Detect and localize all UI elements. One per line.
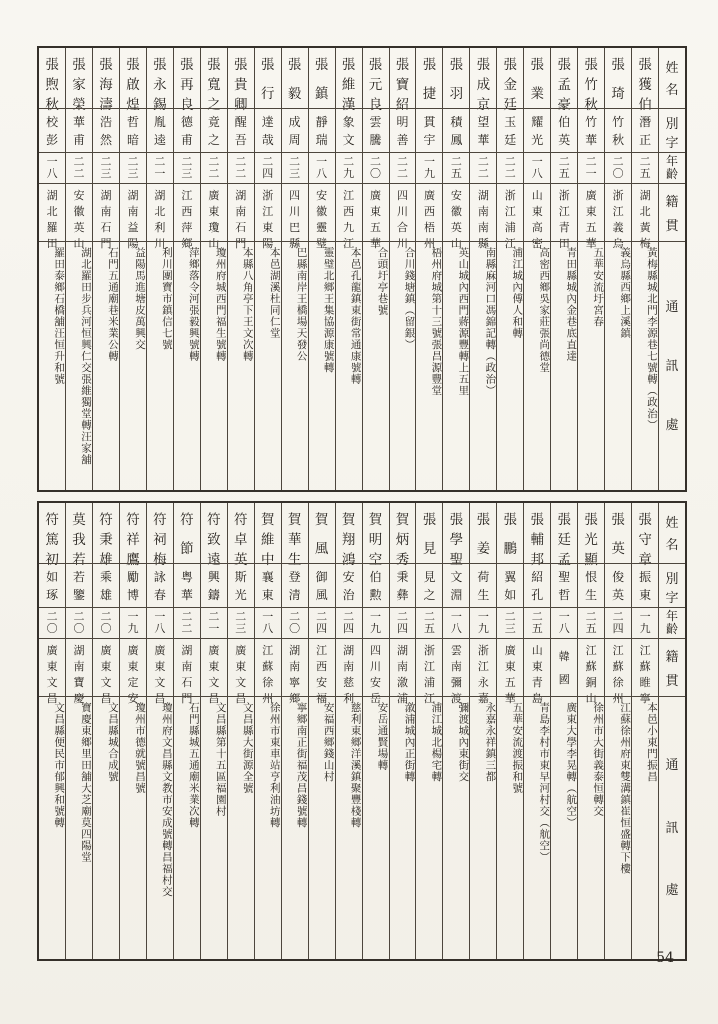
entry-name: 符 篤 初 <box>45 512 59 567</box>
entry-address: 文昌縣便民市郁興和號轉 <box>39 696 65 959</box>
entry-age: 二 五 <box>578 607 604 638</box>
entry-courtesy-name: 潛 正 <box>632 108 658 152</box>
entry-age: 二 三 <box>174 152 200 183</box>
entry-age: 一 九 <box>120 607 146 638</box>
entry-courtesy-name: 德 甫 <box>174 108 200 152</box>
entry-age: 一 九 <box>632 607 658 638</box>
entry-address: 益陽馬進塘皮萬興交 <box>120 241 146 490</box>
entry-courtesy-name: 如 琢 <box>39 563 65 607</box>
entry-native-place: 湖 南 益 陽 <box>120 183 146 241</box>
entry-column <box>173 48 200 490</box>
entry-native-place: 安 徽 英 山 <box>443 183 469 241</box>
entry-column <box>577 503 604 959</box>
page-number: 54 <box>656 950 674 966</box>
entry-native-place: 廣 東 文 昌 <box>201 638 227 696</box>
entry-name: 張 再 良 <box>180 57 194 112</box>
entry-address: 合川錢塘鎮（留銀） <box>390 241 416 490</box>
entry-column <box>631 503 658 959</box>
header-native-label: 籍 貫 <box>659 638 685 696</box>
entry-name: 張 業 <box>530 57 544 101</box>
entry-native-place: 江 西 萍 鄉 <box>174 183 200 241</box>
entry-column <box>227 48 254 490</box>
entry-age: 二 〇 <box>605 152 631 183</box>
entry-column <box>200 503 227 959</box>
entry-native-place: 四 川 巴 縣 <box>282 183 308 241</box>
entry-address: 青島李村市東早河村交（航空） <box>524 696 550 959</box>
entry-age: 二 三 <box>228 607 254 638</box>
entry-courtesy-name: 靜 瑞 <box>309 108 335 152</box>
entry-age: 二 四 <box>255 152 281 183</box>
entry-native-place: 江 西 九 江 <box>336 183 362 241</box>
entry-native-place: 安 徽 英 山 <box>66 183 92 241</box>
entry-age: 一 八 <box>255 607 281 638</box>
header-address-label: 通 訊 處 <box>659 241 685 490</box>
entry-name: 張 琦 <box>611 57 625 101</box>
entry-address: 文昌縣大街源全號 <box>228 696 254 959</box>
entry-name: 符 秉 雄 <box>99 512 113 567</box>
entry-age: 一 九 <box>416 152 442 183</box>
entry-native-place: 江 蘇 徐 州 <box>605 638 631 696</box>
entry-address: 高密西鄉吳家莊張尚德堂 <box>524 241 550 490</box>
entry-name: 張 鵬 <box>503 512 518 556</box>
header-age-label: 年 齡 <box>659 607 685 638</box>
entry-courtesy-name: 興 鑄 <box>201 563 227 607</box>
entry-courtesy-name: 達 哉 <box>255 108 281 152</box>
entry-courtesy-name: 胤 逵 <box>147 108 173 152</box>
entry-address: 徐州市東車站亨利油坊轉 <box>255 696 281 959</box>
entry-address: 石門縣城五通廟米業次轉 <box>174 696 200 959</box>
entry-name: 符 祠 梅 <box>153 512 167 567</box>
entry-courtesy-name: 御 風 <box>309 563 335 607</box>
entry-native-place: 浙 江 義 烏 <box>605 183 631 241</box>
entry-age: 二 〇 <box>282 607 308 638</box>
entry-address: 靈璧北鄉王集協源康號轉 <box>309 241 335 490</box>
entry-age: 二 三 <box>282 152 308 183</box>
entry-column <box>362 48 389 490</box>
entry-courtesy-name: 斯 光 <box>228 563 254 607</box>
entry-courtesy-name: 安 治 <box>336 563 362 607</box>
entry-address: 南縣麻河口馮錦記轉（政治） <box>470 241 496 490</box>
entry-name: 張 學 聖 <box>449 512 464 567</box>
entry-address: 義烏縣西鄉上溪鎮 <box>605 241 631 490</box>
entry-age: 二 二 <box>201 152 227 183</box>
entry-address: 五華安流圩宮春 <box>578 241 604 490</box>
entry-age: 二 〇 <box>39 607 65 638</box>
entry-native-place: 廣 東 五 華 <box>363 183 389 241</box>
entry-age: 二 三 <box>497 607 523 638</box>
entry-column <box>577 48 604 490</box>
entry-column <box>523 503 550 959</box>
entry-name: 張 毅 <box>287 57 302 101</box>
entry-name: 張 廷 孟 <box>557 512 571 567</box>
entry-name: 張 鎮 <box>314 57 329 101</box>
entry-name: 符 致 遠 <box>207 512 221 567</box>
entry-column <box>631 48 658 490</box>
entry-name: 賀 維 中 <box>260 512 275 567</box>
entry-age: 二 三 <box>93 152 119 183</box>
entry-courtesy-name: 登 清 <box>282 563 308 607</box>
entry-address: 文昌縣第十五區福園村 <box>201 696 227 959</box>
entry-native-place: 廣 東 文 昌 <box>147 638 173 696</box>
header-address-label: 通 訊 處 <box>659 696 685 959</box>
table-header-column <box>658 503 685 959</box>
entry-address: 彌渡城內東街交 <box>443 696 469 959</box>
entry-address: 梧州府城第十三號張昌源豐堂 <box>416 241 442 490</box>
entry-courtesy-name: 望 華 <box>470 108 496 152</box>
entry-column <box>227 503 254 959</box>
entry-column <box>65 503 92 959</box>
entry-column <box>550 48 577 490</box>
entry-name: 張 啟 煌 <box>126 57 140 112</box>
entry-address: 安福西鄉錢山村 <box>309 696 335 959</box>
entry-name: 張 永 錫 <box>153 57 167 112</box>
entry-age: 一 九 <box>470 607 496 638</box>
header-age-label: 年 齡 <box>659 152 685 183</box>
entry-address: 本邑小東門振昌 <box>632 696 658 959</box>
entry-address: 瓊州府城西門福生號轉 <box>201 241 227 490</box>
entry-courtesy-name: 竹 華 <box>578 108 604 152</box>
entry-column <box>442 503 469 959</box>
entry-courtesy-name: 翼 如 <box>497 563 523 607</box>
entry-courtesy-name: 詠 春 <box>147 563 173 607</box>
entry-name: 張 孟 豪 <box>557 57 571 112</box>
entry-courtesy-name: 竹 秋 <box>605 108 631 152</box>
entry-native-place: 廣 西 梧 州 <box>416 183 442 241</box>
entry-column <box>604 503 631 959</box>
entry-age: 二 二 <box>470 152 496 183</box>
entry-courtesy-name: 竟 之 <box>201 108 227 152</box>
entry-native-place: 四 川 安 岳 <box>363 638 389 696</box>
entry-address: 羅田泰鄉石橋舖汪恒升和號 <box>39 241 65 490</box>
entry-age: 二 一 <box>201 607 227 638</box>
entry-courtesy-name: 勵 博 <box>120 563 146 607</box>
entry-courtesy-name: 荷 生 <box>470 563 496 607</box>
entry-column <box>308 48 335 490</box>
entry-courtesy-name: 明 善 <box>390 108 416 152</box>
entry-courtesy-name: 襄 東 <box>255 563 281 607</box>
entry-native-place: 山 東 高 密 <box>524 183 550 241</box>
entry-courtesy-name: 玉 廷 <box>497 108 523 152</box>
entry-courtesy-name: 醒 吾 <box>228 108 254 152</box>
entry-name: 張 維 漢 <box>341 57 356 112</box>
entry-name: 張 貴 卿 <box>234 57 248 112</box>
entry-name: 賀 翔 鴻 <box>341 512 356 567</box>
entry-address: 廣東大學李晃轉（航空） <box>551 696 577 959</box>
entry-name: 符 節 <box>180 512 194 556</box>
entry-name: 張 羽 <box>449 57 464 101</box>
entry-native-place: 湖 南 石 門 <box>93 183 119 241</box>
entry-native-place: 浙 江 浦 江 <box>416 638 442 696</box>
entry-address: 寶慶東鄉里田舖大芝廟莫四陽堂 <box>66 696 92 959</box>
entry-address: 萍鄉落令河張毅興號轉 <box>174 241 200 490</box>
entry-native-place: 湖 南 慈 利 <box>336 638 362 696</box>
entry-column <box>146 503 173 959</box>
entry-native-place: 廣 東 文 昌 <box>93 638 119 696</box>
entry-column <box>335 48 362 490</box>
entry-age: 二 〇 <box>363 152 389 183</box>
entry-column <box>254 503 281 959</box>
entry-native-place: 江 蘇 徐 州 <box>255 638 281 696</box>
entry-name: 張 金 廷 <box>503 57 518 112</box>
entry-courtesy-name: 象 文 <box>336 108 362 152</box>
entry-age: 二 〇 <box>93 607 119 638</box>
entry-name: 張 輔 邦 <box>530 512 544 567</box>
header-name-label: 姓 名 <box>665 514 679 553</box>
entry-address: 文昌縣城合成號 <box>93 696 119 959</box>
entry-name: 符 祥 鷹 <box>126 512 140 567</box>
entry-native-place: 湖 南 石 門 <box>174 638 200 696</box>
entry-courtesy-name: 哲 暗 <box>120 108 146 152</box>
entry-name: 張 元 良 <box>368 57 383 112</box>
entry-column <box>281 503 308 959</box>
entry-age: 二 二 <box>174 607 200 638</box>
entry-column <box>496 503 523 959</box>
entry-native-place: 浙 江 東 陽 <box>255 183 281 241</box>
entry-column <box>200 48 227 490</box>
entry-column <box>415 48 442 490</box>
entry-column <box>146 48 173 490</box>
entry-name: 符 卓 英 <box>234 512 248 567</box>
entry-courtesy-name: 紹 孔 <box>524 563 550 607</box>
entry-courtesy-name: 校 彭 <box>39 108 65 152</box>
entry-address: 本邑湖溪杜同仁堂 <box>255 241 281 490</box>
entry-native-place: 湖 南 南 縣 <box>470 183 496 241</box>
entry-native-place: 浙 江 永 嘉 <box>470 638 496 696</box>
entry-column <box>550 503 577 959</box>
entry-column <box>254 48 281 490</box>
entry-column <box>308 503 335 959</box>
entry-address: 湖北羅田步兵河恒興仁交張維獨堂轉汪家舖 <box>66 241 92 490</box>
entry-name: 莫 我 若 <box>72 512 86 567</box>
entry-courtesy-name: 華 甫 <box>66 108 92 152</box>
entry-column <box>173 503 200 959</box>
directory-tables <box>37 46 687 961</box>
entry-column <box>92 48 119 490</box>
header-courtesy-label: 別 字 <box>659 108 685 152</box>
entry-column <box>92 503 119 959</box>
entry-native-place: 山 東 青 島 <box>524 638 550 696</box>
entry-age: 一 八 <box>309 152 335 183</box>
entry-age: 二 一 <box>578 152 604 183</box>
entry-courtesy-name: 乘 雄 <box>93 563 119 607</box>
entry-column <box>389 48 416 490</box>
entry-native-place: 浙 江 浦 江 <box>497 183 523 241</box>
entry-courtesy-name: 伯 英 <box>551 108 577 152</box>
entry-column <box>39 48 65 490</box>
entry-native-place: 湖 南 寧 鄉 <box>282 638 308 696</box>
entry-courtesy-name: 伯 勲 <box>363 563 389 607</box>
entry-age: 一 八 <box>147 607 173 638</box>
table-header-column <box>658 48 685 490</box>
entry-age: 一 八 <box>524 152 550 183</box>
entry-age: 一 八 <box>39 152 65 183</box>
entry-address: 浦江城北楊宅轉 <box>416 696 442 959</box>
entry-courtesy-name: 俊 英 <box>605 563 631 607</box>
entry-native-place: 雲 南 彌 渡 <box>443 638 469 696</box>
entry-age: 一 九 <box>363 607 389 638</box>
entry-courtesy-name: 聖 哲 <box>551 563 577 607</box>
entry-address: 利川團寶市鎮信七號 <box>147 241 173 490</box>
entry-column <box>281 48 308 490</box>
entry-native-place: 湖 南 石 門 <box>228 183 254 241</box>
entry-courtesy-name: 恨 生 <box>578 563 604 607</box>
entry-courtesy-name: 見 之 <box>416 563 442 607</box>
entry-column <box>496 48 523 490</box>
entry-age: 二 二 <box>66 152 92 183</box>
entry-name: 張 寬 之 <box>207 57 221 112</box>
entry-age: 二 五 <box>443 152 469 183</box>
entry-name: 賀 明 空 <box>368 512 383 567</box>
entry-age: 二 四 <box>336 607 362 638</box>
entry-address: 五華安流渡振和號 <box>497 696 523 959</box>
entry-native-place: 江 西 安 福 <box>309 638 335 696</box>
entry-age: 一 八 <box>443 607 469 638</box>
entry-age: 二 五 <box>524 607 550 638</box>
entry-native-place: 安 徽 靈 璧 <box>309 183 335 241</box>
entry-name: 張 行 <box>260 57 275 101</box>
entry-address: 慈利東鄉洋溪鎮聚豐棧轉 <box>336 696 362 959</box>
entry-age: 二 五 <box>632 152 658 183</box>
entry-name: 賀 華 生 <box>287 512 302 567</box>
entry-address: 本邑孔龍鎮東街常通康號轉 <box>336 241 362 490</box>
entry-column <box>389 503 416 959</box>
entry-name: 張 守 章 <box>638 512 652 567</box>
entry-name: 張 家 榮 <box>72 57 86 112</box>
header-courtesy-label: 別 字 <box>659 563 685 607</box>
entry-address: 寧鄉南正街福茂昌錢號轉 <box>282 696 308 959</box>
header-native-label: 籍 貫 <box>659 183 685 241</box>
entry-native-place: 江 蘇 銅 山 <box>578 638 604 696</box>
entry-courtesy-name: 秉 彝 <box>390 563 416 607</box>
entry-native-place: 廣 東 文 昌 <box>228 638 254 696</box>
entry-address: 石門五通廟巷米業公轉 <box>93 241 119 490</box>
entry-age: 一 八 <box>551 607 577 638</box>
entry-native-place: 四 川 合 川 <box>390 183 416 241</box>
entry-name: 張 寶 紹 <box>395 57 410 112</box>
entry-name: 張 煦 秋 <box>45 57 59 112</box>
entry-courtesy-name: 振 東 <box>632 563 658 607</box>
entry-native-place: 湖 北 利 川 <box>147 183 173 241</box>
entry-native-place: 湖 南 漵 浦 <box>390 638 416 696</box>
entry-address: 瓊州市德就號昌號 <box>120 696 146 959</box>
entry-courtesy-name: 若 鑒 <box>66 563 92 607</box>
entry-age: 二 一 <box>147 152 173 183</box>
entry-age: 二 四 <box>390 607 416 638</box>
entry-native-place: 韓 國 <box>551 638 577 696</box>
entry-age: 二 〇 <box>66 607 92 638</box>
entry-address: 江蘇徐州府東雙溝鎮崔恒盛轉下樓 <box>605 696 631 959</box>
entry-address: 瓊州府文昌縣文教市安成號轉昌福村交 <box>147 696 173 959</box>
entry-name: 張 海 濤 <box>99 57 113 112</box>
header-name-label: 姓 名 <box>665 59 679 98</box>
entry-column <box>119 48 146 490</box>
entry-name: 賀 風 <box>314 512 329 556</box>
entry-address: 浦江城內傅人和轉 <box>497 241 523 490</box>
entry-name: 張 成 京 <box>476 57 491 112</box>
directory-table-lower <box>37 501 687 961</box>
entry-address: 巴縣南岸王橋場天發公 <box>282 241 308 490</box>
entry-native-place: 廣 東 五 華 <box>578 183 604 241</box>
entry-address: 徐州市大街義泰恒轉交 <box>578 696 604 959</box>
directory-table-upper <box>37 46 687 492</box>
entry-name: 張 英 <box>611 512 625 556</box>
entry-native-place: 廣 東 瓊 山 <box>201 183 227 241</box>
entry-age: 二 九 <box>336 152 362 183</box>
entry-column <box>415 503 442 959</box>
entry-address: 黃梅縣城北門李源巷七號轉（政治） <box>632 241 658 490</box>
entry-age: 二 五 <box>551 152 577 183</box>
entry-courtesy-name: 貫 宇 <box>416 108 442 152</box>
entry-address: 合頭圩亭巷號 <box>363 241 389 490</box>
entry-age: 二 五 <box>416 607 442 638</box>
entry-address: 本縣八角亭下王文次轉 <box>228 241 254 490</box>
entry-native-place: 湖 南 寶 慶 <box>66 638 92 696</box>
entry-courtesy-name: 耀 光 <box>524 108 550 152</box>
entry-native-place: 廣 東 文 昌 <box>39 638 65 696</box>
entry-courtesy-name: 浩 然 <box>93 108 119 152</box>
entry-column <box>362 503 389 959</box>
entry-name: 張 姜 <box>476 512 491 556</box>
entry-courtesy-name: 雲 騰 <box>363 108 389 152</box>
entry-age: 二 三 <box>120 152 146 183</box>
entry-name: 張 光 顯 <box>584 512 598 567</box>
entry-courtesy-name: 成 周 <box>282 108 308 152</box>
entry-column <box>335 503 362 959</box>
entry-age: 二 二 <box>497 152 523 183</box>
entry-address: 永嘉永祥鎮三都 <box>470 696 496 959</box>
entry-native-place: 浙 江 青 田 <box>551 183 577 241</box>
entry-native-place: 湖 北 黃 梅 <box>632 183 658 241</box>
entry-name: 張 捷 <box>422 57 437 101</box>
entry-name: 賀 炳 秀 <box>395 512 410 567</box>
entry-address: 漵浦城內正街轉 <box>390 696 416 959</box>
entry-name: 張 獲 伯 <box>638 57 652 112</box>
entry-name: 張 竹 秋 <box>584 57 598 112</box>
entry-column <box>469 503 496 959</box>
entry-column <box>604 48 631 490</box>
entry-native-place: 江 蘇 睢 寧 <box>632 638 658 696</box>
entry-native-place: 湖 北 羅 田 <box>39 183 65 241</box>
entry-column <box>523 48 550 490</box>
entry-address: 安岳通賢場轉 <box>363 696 389 959</box>
entry-courtesy-name: 文 淵 <box>443 563 469 607</box>
entry-column <box>39 503 65 959</box>
entry-age: 二 四 <box>605 607 631 638</box>
entry-native-place: 廣 東 五 華 <box>497 638 523 696</box>
entry-courtesy-name: 粤 華 <box>174 563 200 607</box>
entry-address: 青田縣城內金巷底直達 <box>551 241 577 490</box>
entry-native-place: 廣 東 定 安 <box>120 638 146 696</box>
entry-column <box>119 503 146 959</box>
entry-column <box>442 48 469 490</box>
entry-courtesy-name: 積 鳳 <box>443 108 469 152</box>
entry-column <box>65 48 92 490</box>
entry-address: 英山城內西門蔣源豐轉上五里 <box>443 241 469 490</box>
entry-age: 二 二 <box>228 152 254 183</box>
entry-age: 二 二 <box>390 152 416 183</box>
entry-age: 二 四 <box>309 607 335 638</box>
entry-column <box>469 48 496 490</box>
entry-name: 張 見 <box>422 512 437 556</box>
